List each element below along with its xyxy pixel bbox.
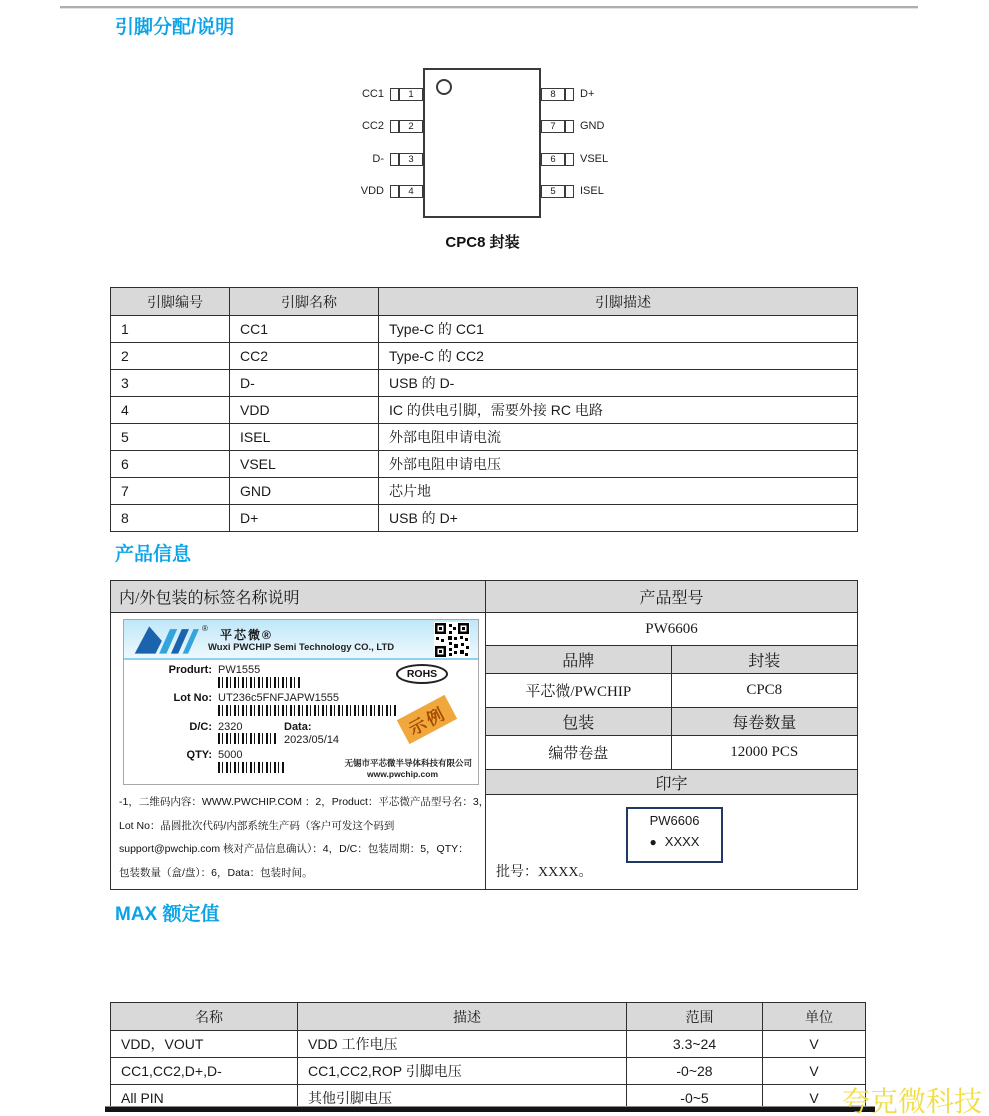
column-header: 名称 — [111, 1003, 298, 1031]
label-notes — [119, 791, 490, 885]
pin-label: ISEL — [580, 185, 604, 197]
package-value: CPC8 — [746, 682, 783, 698]
pin-number: 4 — [399, 185, 423, 198]
table-cell: Type-C 的 CC1 — [379, 316, 858, 343]
pin-table — [110, 287, 858, 532]
pin-stub — [565, 120, 574, 133]
table-cell: GND — [230, 478, 379, 505]
column-header: 内/外包装的标签名称说明 — [111, 581, 485, 613]
brand-value: 平芯微/PWCHIP — [486, 674, 672, 707]
table-cell: 外部电阻申请电流 — [379, 424, 858, 451]
table-row — [486, 736, 857, 770]
marking-line2: XXXX — [664, 834, 700, 849]
table-header-row — [486, 646, 857, 674]
label-field-qty — [124, 749, 242, 761]
table-cell: USB 的 D+ — [379, 505, 858, 532]
table-cell: VDD，VOUT — [111, 1031, 298, 1058]
pin-number: 2 — [399, 120, 423, 133]
label-footer-website: www.pwchip.com — [367, 769, 438, 779]
table-cell: CC1 — [230, 316, 379, 343]
pin-stub — [565, 185, 574, 198]
column-header: 引脚描述 — [379, 288, 858, 316]
max-ratings-table — [110, 1002, 866, 1112]
label-company-en: Wuxi PWCHIP Semi Technology CO., LTD — [208, 642, 395, 653]
top-divider — [60, 6, 918, 9]
pin-stub — [390, 153, 399, 166]
package-caption: CPC8 封装 — [445, 234, 520, 251]
table-row — [486, 674, 857, 708]
label-field-product — [124, 664, 260, 676]
table-cell: 芯片地 — [379, 478, 858, 505]
page-footer-rule — [105, 1106, 875, 1112]
table-row — [111, 370, 858, 397]
table-cell: V — [763, 1085, 866, 1112]
pin-label: VSEL — [580, 153, 609, 165]
table-cell: Type-C 的 CC2 — [379, 343, 858, 370]
table-cell: CC1,CC2,D+,D- — [111, 1058, 298, 1085]
table-cell: -0~28 — [627, 1058, 763, 1085]
pin-row-1 — [338, 87, 423, 101]
table-cell: -0~5 — [627, 1085, 763, 1112]
pin-row-6 — [541, 152, 641, 166]
barcode — [218, 733, 276, 744]
table-row — [111, 343, 858, 370]
pin-stub — [390, 88, 399, 101]
product-spec-column — [486, 581, 857, 889]
field-value: 5000 — [218, 749, 243, 761]
field-key: QTY: — [186, 749, 212, 761]
column-header: 品牌 — [486, 646, 672, 673]
note-line: support@pwchip.com 核对产品信息确认）：4，D/C：包装周期：5，QTY： — [119, 843, 469, 855]
batch-note: 批号：XXXX。 — [496, 865, 593, 880]
table-header-row — [111, 288, 858, 316]
table-row — [111, 316, 858, 343]
barcode — [218, 677, 300, 688]
note-line: 包装数量（盒/盘）：6，Data：包装时间。 — [119, 866, 313, 879]
watermark-text: 夸克微科技 — [842, 1086, 983, 1116]
table-cell: VDD — [230, 397, 379, 424]
label-field-data — [284, 721, 312, 733]
table-cell: 3 — [111, 370, 230, 397]
column-header: 包装 — [486, 708, 672, 735]
pin-stub — [565, 88, 574, 101]
packaging-label-example — [123, 619, 479, 785]
column-header: 产品型号 — [486, 581, 857, 613]
table-row — [111, 424, 858, 451]
pin-number: 7 — [541, 120, 565, 133]
field-value: 2320 — [218, 721, 243, 733]
pin-label: D+ — [580, 88, 595, 100]
pin-row-8 — [541, 87, 641, 101]
label-company-cn: 平芯微® — [220, 628, 273, 642]
table-cell: D- — [230, 370, 379, 397]
table-row — [111, 1058, 866, 1085]
label-description-column — [111, 581, 490, 889]
table-cell: VDD 工作电压 — [298, 1031, 627, 1058]
table-cell: 其他引脚电压 — [298, 1085, 627, 1112]
table-cell: V — [763, 1058, 866, 1085]
column-header: 印字 — [486, 770, 857, 795]
section-title-product-info: 产品信息 — [115, 544, 192, 565]
table-cell: 6 — [111, 451, 230, 478]
column-header: 每卷数量 — [732, 715, 797, 732]
barcode — [218, 705, 396, 716]
pin-number: 8 — [541, 88, 565, 101]
table-cell: VSEL — [230, 451, 379, 478]
pin-row-5 — [541, 184, 641, 198]
table-cell: 2 — [111, 343, 230, 370]
table-row — [111, 451, 858, 478]
note-line: -1，二维码内容：WWW.PWCHIP.COM ：2，Product：平芯微产品型号名：3， — [119, 796, 490, 808]
pin-row-7 — [541, 119, 641, 133]
qr-code-icon — [434, 622, 470, 658]
label-field-data-value — [284, 734, 339, 746]
product-info-table — [110, 580, 858, 890]
column-header: 范围 — [627, 1003, 763, 1031]
pin-stub — [565, 153, 574, 166]
marking-cell — [486, 795, 857, 889]
pin-label: D- — [372, 153, 384, 165]
table-cell: 3.3~24 — [627, 1031, 763, 1058]
column-header: 封装 — [748, 653, 781, 670]
table-cell: 5 — [111, 424, 230, 451]
field-key: Data: — [284, 721, 312, 733]
table-row — [111, 1031, 866, 1058]
note-line: Lot No：晶圆批次代码/内部系统生产码（客户可发这个码到 — [119, 819, 395, 832]
pin-stub — [390, 185, 399, 198]
table-cell: 7 — [111, 478, 230, 505]
table-row — [111, 397, 858, 424]
table-cell: D+ — [230, 505, 379, 532]
pin-number: 3 — [399, 153, 423, 166]
pin-row-3 — [338, 152, 423, 166]
table-cell: V — [763, 1031, 866, 1058]
pin-number: 5 — [541, 185, 565, 198]
pin-row-4 — [338, 184, 423, 198]
pwchip-logo-icon — [132, 623, 208, 657]
pin-label: GND — [580, 120, 605, 132]
table-cell: IC 的供电引脚，需要外接 RC 电路 — [379, 397, 858, 424]
field-value: UT236c5FNFJAPW1555 — [218, 692, 340, 704]
table-cell: 1 — [111, 316, 230, 343]
table-header-row — [486, 708, 857, 736]
table-cell: CC2 — [230, 343, 379, 370]
pin-row-2 — [338, 119, 423, 133]
table-row — [111, 478, 858, 505]
pin-number: 1 — [399, 88, 423, 101]
table-row — [111, 505, 858, 532]
pin-stub — [390, 120, 399, 133]
section-title-max-ratings: MAX 额定值 — [115, 904, 220, 925]
table-cell: 4 — [111, 397, 230, 424]
field-key: D/C: — [189, 721, 212, 733]
marking-dot-icon: ● — [649, 834, 657, 849]
section-title-pin-assignment: 引脚分配/说明 — [115, 17, 235, 38]
table-cell: All PIN — [111, 1085, 298, 1112]
field-key: Lot No: — [173, 692, 212, 704]
table-cell: 8 — [111, 505, 230, 532]
field-value: PW1555 — [218, 664, 261, 676]
product-model: PW6606 — [486, 613, 857, 646]
table-cell: 外部电阻申请电压 — [379, 451, 858, 478]
column-header: 单位 — [763, 1003, 866, 1031]
table-cell: USB 的 D- — [379, 370, 858, 397]
field-key: Produrt: — [168, 664, 212, 676]
packing-value: 编带卷盘 — [486, 736, 672, 769]
table-cell: ISEL — [230, 424, 379, 451]
pin-label: CC1 — [361, 88, 384, 100]
label-footer-company: 无锡市平芯微半导体科技有限公司 — [344, 758, 472, 768]
pin-label: CC2 — [361, 120, 384, 132]
chip-marking-box — [626, 807, 723, 863]
label-field-dc — [124, 721, 242, 733]
column-header: 引脚名称 — [230, 288, 379, 316]
reel-qty-value: 12000 PCS — [730, 744, 799, 760]
rohs-badge: ROHS — [396, 664, 448, 684]
marking-line1: PW6606 — [649, 813, 700, 828]
column-header: 引脚编号 — [111, 288, 230, 316]
pin-number: 6 — [541, 153, 565, 166]
label-field-lot — [124, 692, 339, 704]
table-cell: CC1,CC2,ROP 引脚电压 — [298, 1058, 627, 1085]
table-header-row — [111, 1003, 866, 1031]
sample-stamp: 示例 — [397, 695, 457, 744]
pin-label: VDD — [360, 185, 384, 197]
pin1-indicator-circle — [436, 79, 452, 95]
field-value: 2023/05/14 — [284, 734, 340, 746]
barcode — [218, 762, 284, 773]
column-header: 描述 — [298, 1003, 627, 1031]
registered-mark: ® — [202, 624, 208, 633]
